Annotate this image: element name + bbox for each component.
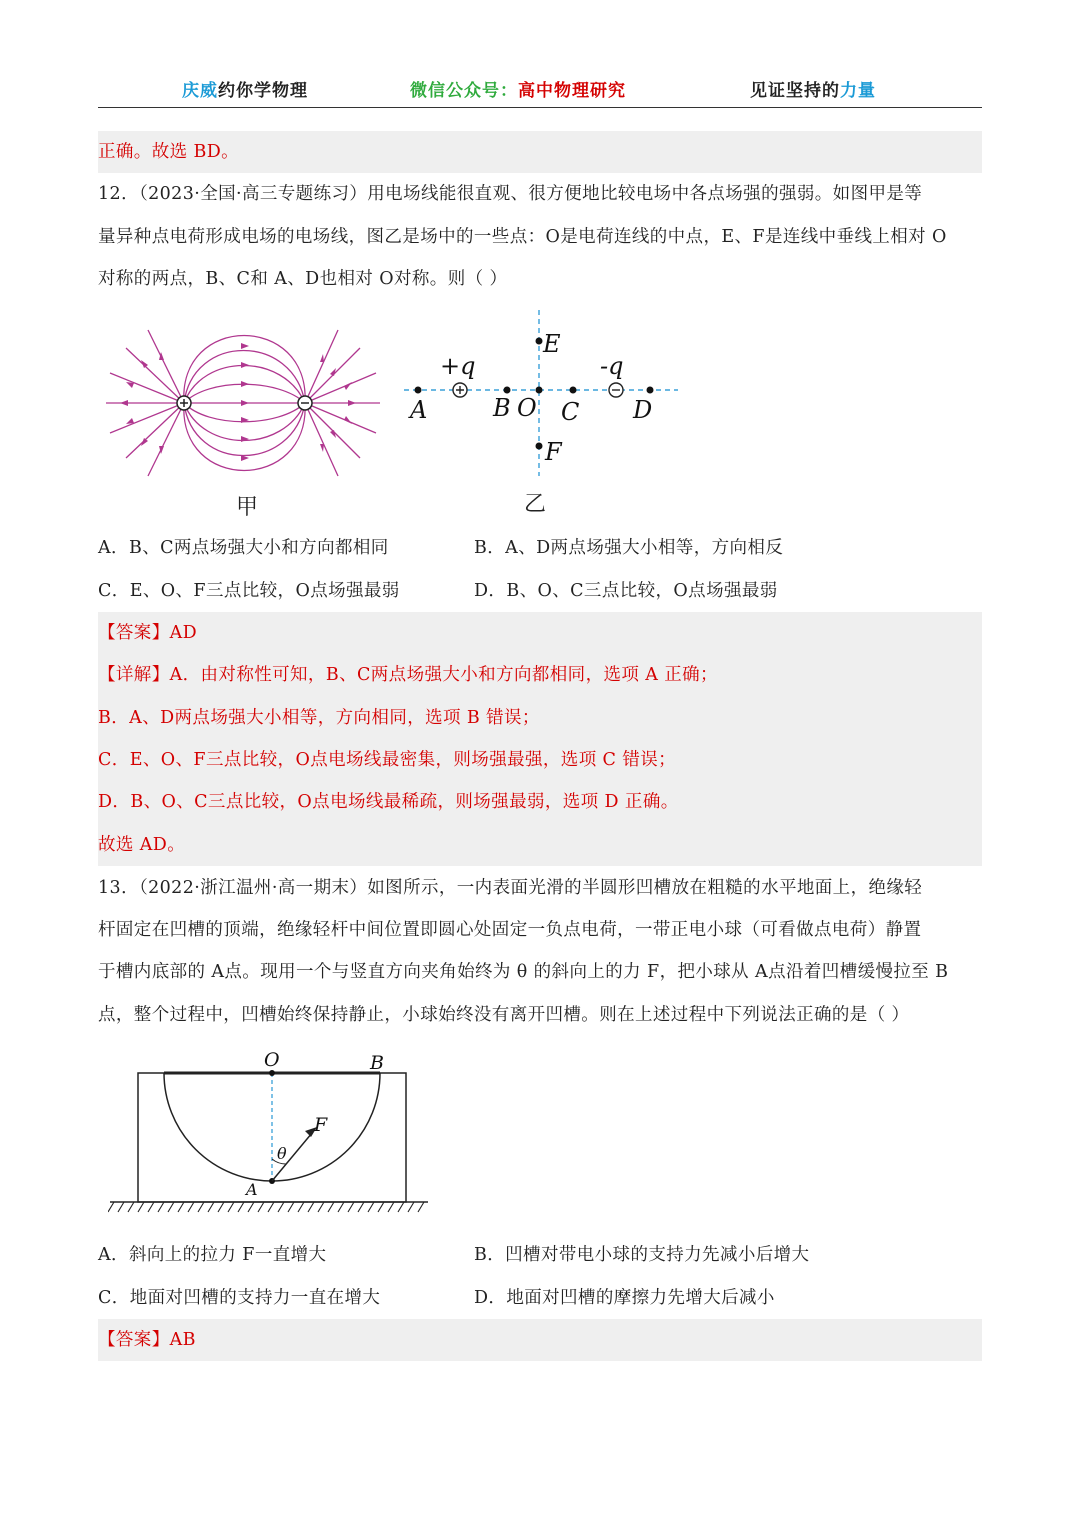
header-left-text: 约你学物理 — [218, 81, 308, 101]
point-A-label: A — [410, 396, 428, 424]
point-D-label: D — [633, 396, 653, 424]
header-account-name: 高中物理研究 — [518, 81, 626, 101]
q13-stem-line4: 点，整个过程中，凹槽始终保持静止，小球始终没有离开凹槽。则在上述过程中下列说法正确的是（ ） — [98, 1005, 910, 1025]
q13-option-c: C．地面对凹槽的支持力一直在增大 — [98, 1288, 381, 1308]
point-E-label: E — [543, 330, 561, 358]
q12-answer: 【答案】AD — [98, 623, 198, 643]
minus-q-label: -q — [600, 352, 624, 380]
header-mid — [410, 76, 626, 104]
point-O-label: O — [517, 394, 537, 422]
q12-stem-line1: 12．（2023·全国·高三专题练习）用电场线能很直观、很方便地比较电场中各点场强的强弱。如图甲是等 — [98, 184, 923, 204]
figure-groove — [108, 1045, 433, 1217]
q12-detail-1: 【详解】A．由对称性可知，B、C两点场强大小和方向都相同，选项 A 正确； — [98, 665, 718, 685]
figure-yi-label: 乙 — [524, 492, 547, 517]
q13-stem-line3: 于槽内底部的 A点。现用一个与竖直方向夹角始终为 θ 的斜向上的力 F，把小球从 A点沿着凹槽缓慢拉至 B — [98, 962, 949, 982]
q12-stem-line3: 对称的两点，B、C和 A、D也相对 O对称。则（ ） — [98, 269, 508, 289]
point-F-label: F — [545, 438, 562, 466]
q13-answer-block — [98, 1319, 982, 1361]
groove-theta-label: θ — [277, 1144, 287, 1163]
q12-detail-4: D．B、O、C三点比较，O点电场线最稀疏，则场强最弱，选项 D 正确。 — [98, 792, 679, 812]
header-slogan-accent: 力量 — [840, 81, 876, 101]
header-slogan: 见证坚持的 — [750, 81, 840, 101]
q12-option-b: B．A、D两点场强大小相等，方向相反 — [474, 538, 784, 558]
groove-A-label: A — [246, 1180, 258, 1199]
header-left — [182, 76, 308, 104]
groove-B-label: B — [370, 1052, 384, 1074]
q12-detail-2: B．A、D两点场强大小相等，方向相同，选项 B 错误； — [98, 708, 540, 728]
q12-option-d: D．B、O、C三点比较，O点场强最弱 — [474, 581, 778, 601]
q13-option-d: D．地面对凹槽的摩擦力先增大后减小 — [474, 1288, 775, 1308]
q12-detail-5: 故选 AD。 — [98, 835, 186, 855]
q12-option-a: A．B、C两点场强大小和方向都相同 — [98, 538, 389, 558]
q13-stem-line1: 13．（2022·浙江温州·高一期末）如图所示，一内表面光滑的半圆形凹槽放在粗糙的水平地面上，绝缘轻 — [98, 878, 923, 898]
point-C-label: C — [561, 398, 580, 426]
point-B-label: B — [493, 394, 511, 422]
q12-answer-block — [98, 612, 982, 866]
header-right — [750, 76, 876, 104]
groove-O-label: O — [264, 1049, 280, 1071]
figure-jia-label: 甲 — [236, 495, 259, 520]
header-wechat-label: 微信公众号： — [410, 81, 518, 101]
q13-answer: 【答案】AB — [98, 1330, 196, 1350]
q13-stem-line2: 杆固定在凹槽的顶端，绝缘轻杆中间位置即圆心处固定一负点电荷，一带正电小球（可看做点电荷）静置 — [98, 920, 922, 940]
header-divider — [98, 107, 982, 108]
q13-option-a: A．斜向上的拉力 F一直增大 — [98, 1245, 327, 1265]
plus-q-label: +q — [440, 352, 476, 380]
header-left-brand: 庆威 — [182, 81, 218, 101]
q12-detail-3: C．E、O、F三点比较，O点电场线最密集，则场强最强，选项 C 错误； — [98, 750, 677, 770]
q13-option-b: B．凹槽对带电小球的支持力先减小后增大 — [474, 1245, 810, 1265]
prev-answer-tail: 正确。故选 BD。 — [98, 142, 240, 162]
q12-option-c: C．E、O、F三点比较，O点场强最弱 — [98, 581, 400, 601]
groove-F-label: F — [314, 1114, 328, 1136]
q12-stem-line2: 量异种点电荷形成电场的电场线，图乙是场中的一些点：O是电荷连线的中点，E、F是连线中垂线上相对 O — [98, 227, 947, 247]
